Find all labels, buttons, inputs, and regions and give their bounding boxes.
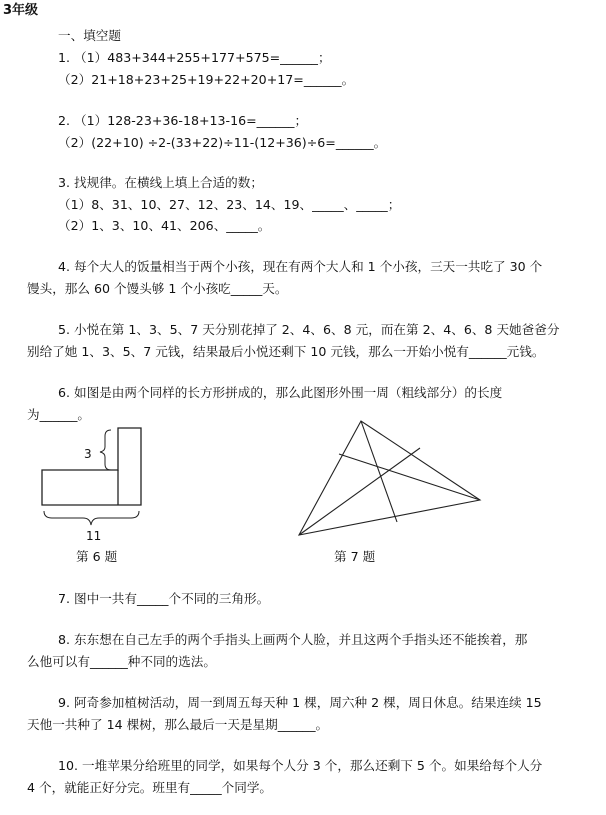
q2-line1: 2. （1）128-23+36-18+13-16=______； [58,113,308,128]
q1-line2: （2）21+18+23+25+19+22+20+17=______。 [58,72,355,87]
q2-line2: （2）(22+10) ÷2-(33+22)÷11-(12+36)÷6=______。 [58,135,387,150]
q5-line2: 别给了她 1、3、5、7 元钱，结果最后小悦还剩下 10 元钱，那么一开始小悦有______元钱。 [27,344,545,359]
q8-line1: 8. 东东想在自己左手的两个手指头上画两个人脸，并且这两个手指头还不能挨着，那 [58,632,528,647]
q3-line3: （2）1、3、10、41、206、_____。 [58,218,271,233]
figure-6-label-11: 11 [86,529,102,543]
q8-line2: 么他可以有______种不同的选法。 [27,654,216,669]
q6-line1: 6. 如图是由两个同样的长方形拼成的，那么此图形外围一周（粗线部分）的长度 [58,385,503,400]
q9-line1: 9. 阿奇参加植树活动，周一到周五每天种 1 棵，周六种 2 棵，周日休息。结果连续 15 [58,695,542,710]
figure-7-cevian-2 [339,454,480,500]
q1-line1: 1. （1）483+344+255+177+575=______； [58,50,331,65]
q10-line2: 4 个，就能正好分完。班里有_____个同学。 [27,780,273,795]
figure-7-triangle [299,421,480,535]
q3-line1: 3. 找规律。在横线上填上合适的数； [58,175,263,190]
figure-6-caption: 第 6 题 [76,549,118,564]
figure-7-caption: 第 7 题 [334,549,376,564]
q9-line2: 天他一共种了 14 棵树，那么最后一天是星期______。 [27,717,329,732]
grade-heading: 3年级 [3,3,39,18]
figure-6-label-3: 3 [84,447,92,461]
q5-line1: 5. 小悦在第 1、3、5、7 天分别花掉了 2、4、6、8 元，而在第 2、4、6、8 天她爸爸分 [58,322,560,337]
q4-line1: 4. 每个大人的饭量相当于两个小孩，现在有两个大人和 1 个小孩，三天一共吃了 30 个 [58,259,543,274]
q4-line2: 馒头，那么 60 个馒头够 1 个小孩吃_____天。 [27,281,288,296]
q3-line2: （1）8、31、10、27、12、23、14、19、_____、_____； [58,197,401,212]
q10-line1: 10. 一堆苹果分给班里的同学，如果每个人分 3 个，那么还剩下 5 个。如果给每个人分 [58,758,543,773]
q7-line1: 7. 图中一共有_____个不同的三角形。 [58,591,270,606]
section-title: 一、填空题 [58,28,121,43]
q6-line2: 为______。 [27,407,90,422]
